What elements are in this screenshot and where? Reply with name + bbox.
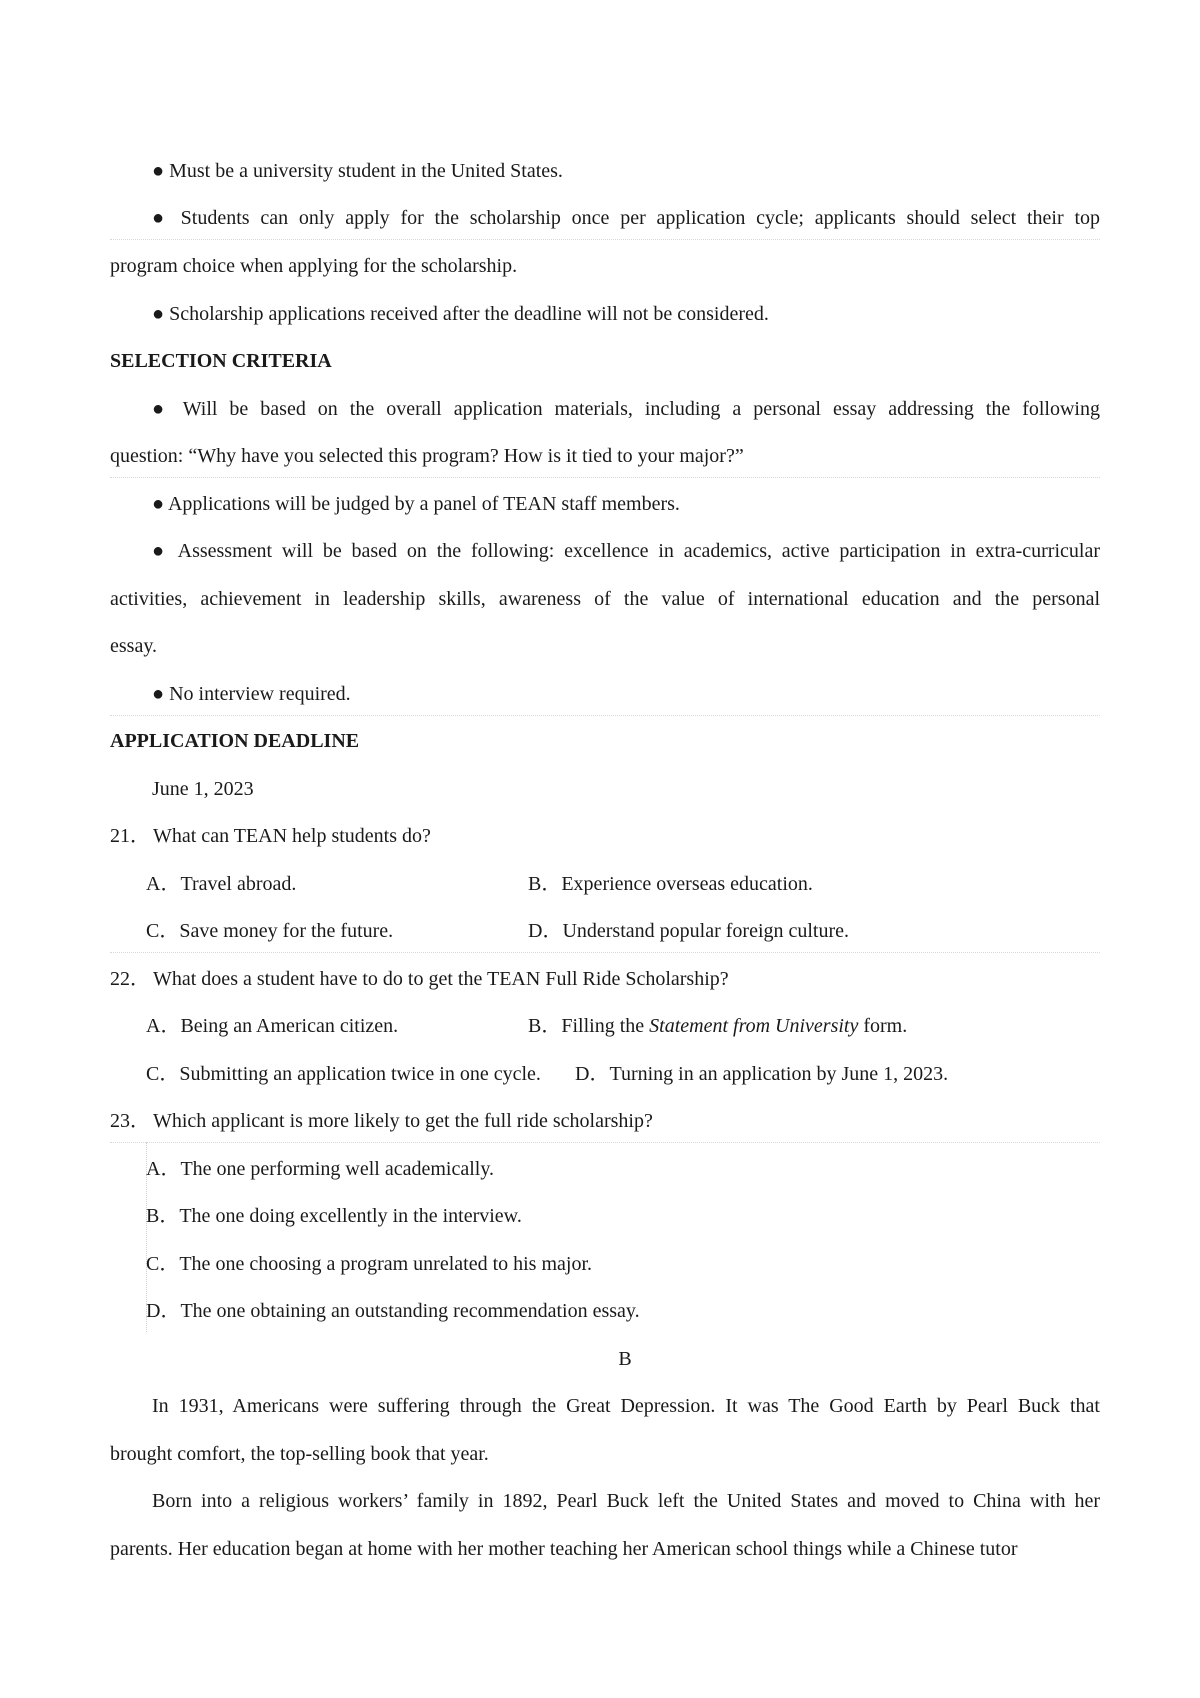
option-text: Submitting an application twice in one cycle. — [179, 1063, 541, 1085]
question-21-option-a — [146, 872, 296, 896]
deadline-heading: APPLICATION DEADLINE — [110, 730, 360, 752]
selection-heading: SELECTION CRITERIA — [110, 350, 332, 372]
option-label: C． — [146, 1063, 180, 1085]
dotted-divider — [110, 952, 1100, 953]
deadline-date: June 1, 2023 — [152, 778, 254, 800]
passage-letter: B — [618, 1348, 632, 1370]
question-22-number: 22． — [110, 968, 150, 990]
option-label: C． — [146, 920, 180, 942]
question-23-option-c — [146, 1252, 592, 1276]
option-text-pre: Filling the — [561, 1015, 650, 1037]
option-text: The one doing excellently in the interview. — [179, 1205, 522, 1227]
eligibility-bullet-1: ● Must be a university student in the United States. — [152, 160, 563, 182]
question-22-option-d — [575, 1062, 948, 1086]
option-text-italic: Statement from University — [649, 1015, 859, 1037]
question-22-text: What does a student have to do to get the TEAN Full Ride Scholarship? — [153, 968, 729, 990]
option-text: The one obtaining an outstanding recommendation essay. — [180, 1300, 640, 1322]
selection-line-6: essay. — [110, 635, 158, 657]
passage-line-4: parents. Her education began at home with her mother teaching her American school things while a Chinese tutor — [110, 1538, 1018, 1560]
option-label: A． — [146, 1015, 181, 1037]
option-label: C． — [146, 1253, 180, 1275]
dotted-divider — [110, 1142, 1100, 1143]
option-label: B． — [146, 1205, 180, 1227]
selection-line-3: ● Applications will be judged by a panel of TEAN staff members. — [152, 493, 680, 515]
option-label: B． — [528, 1015, 562, 1037]
option-text: Understand popular foreign culture. — [562, 920, 850, 942]
passage-line-2: brought comfort, the top-selling book that year. — [110, 1443, 489, 1465]
passage-line-1: In 1931, Americans were suffering through the Great Depression. It was The Good Earth by Pearl Buck that — [152, 1395, 1100, 1417]
selection-line-4: ● Assessment will be based on the following: excellence in academics, active participation in extra-curricular — [152, 540, 1100, 562]
question-21-option-d — [528, 919, 849, 943]
selection-line-7: ● No interview required. — [152, 683, 351, 705]
option-text: The one performing well academically. — [180, 1158, 495, 1180]
question-23-text: Which applicant is more likely to get the full ride scholarship? — [153, 1110, 653, 1132]
option-label: D． — [575, 1063, 610, 1085]
option-text: Being an American citizen. — [180, 1015, 399, 1037]
question-21-text: What can TEAN help students do? — [153, 825, 431, 847]
option-label: D． — [146, 1300, 181, 1322]
question-21-option-b — [528, 872, 813, 896]
eligibility-bullet-2: ● Students can only apply for the scholarship once per application cycle; applicants should select their top — [152, 207, 1100, 229]
question-23-option-b — [146, 1204, 522, 1228]
option-text-post: form. — [858, 1015, 908, 1037]
dotted-divider — [110, 239, 1100, 240]
dotted-divider — [110, 715, 1100, 716]
question-22-option-b — [528, 1014, 907, 1038]
selection-line-1: ● Will be based on the overall application materials, including a personal essay addressing the following — [152, 398, 1100, 420]
option-label: A． — [146, 1158, 181, 1180]
question-21-option-c — [146, 919, 393, 943]
option-label: D． — [528, 920, 563, 942]
option-text: Save money for the future. — [179, 920, 394, 942]
question-23-number: 23． — [110, 1110, 150, 1132]
eligibility-bullet-3: ● Scholarship applications received after the deadline will not be considered. — [152, 303, 769, 325]
selection-line-5: activities, achievement in leadership skills, awareness of the value of international education and the personal — [110, 588, 1100, 610]
option-label: B． — [528, 873, 562, 895]
question-22-option-c — [146, 1062, 541, 1086]
question-22-option-a — [146, 1014, 398, 1038]
dotted-divider — [110, 477, 1100, 478]
option-text: Turning in an application by June 1, 2023. — [609, 1063, 949, 1085]
eligibility-bullet-2-cont: program choice when applying for the scholarship. — [110, 255, 518, 277]
option-label: A． — [146, 873, 181, 895]
question-21-number: 21． — [110, 825, 150, 847]
question-23-option-a — [146, 1157, 494, 1181]
passage-line-3: Born into a religious workers’ family in 1892, Pearl Buck left the United States and moved to China with her — [152, 1490, 1100, 1512]
option-text: The one choosing a program unrelated to his major. — [179, 1253, 593, 1275]
option-text: Experience overseas education. — [561, 873, 813, 895]
selection-line-2: question: “Why have you selected this program? How is it tied to your major?” — [110, 445, 744, 467]
option-text: Travel abroad. — [180, 873, 297, 895]
question-23-option-d — [146, 1299, 640, 1323]
